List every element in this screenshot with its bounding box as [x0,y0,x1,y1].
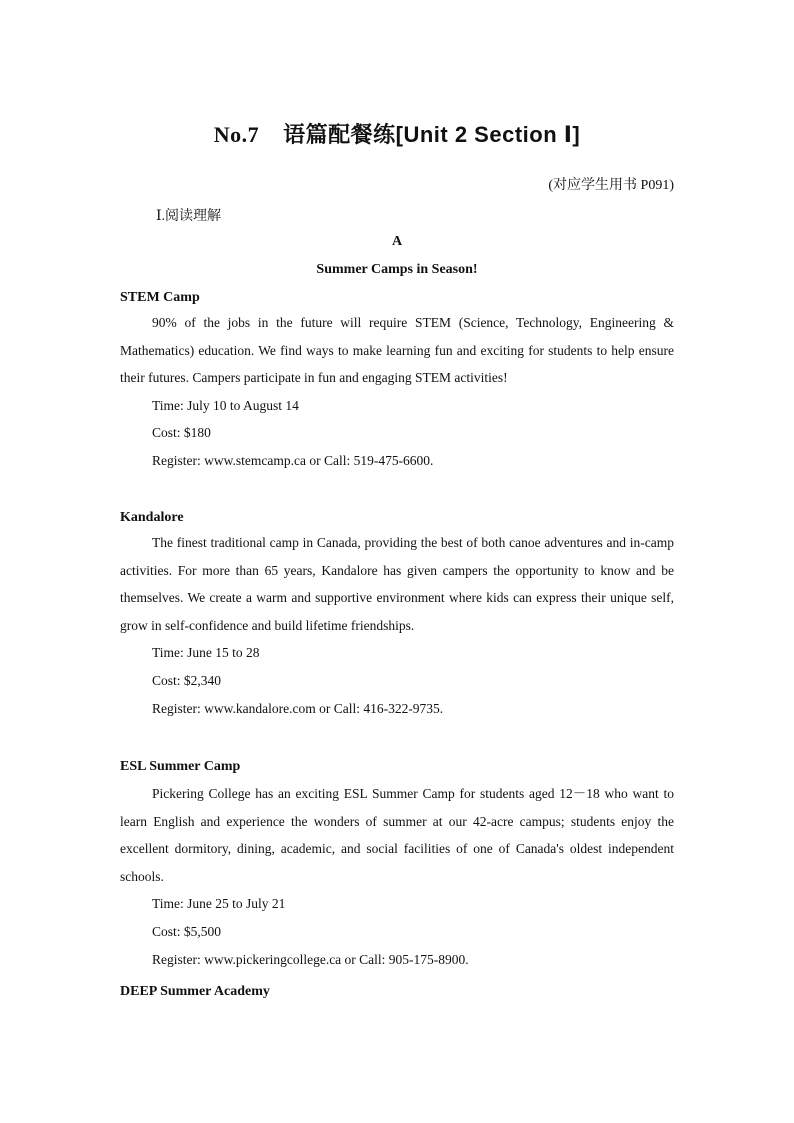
book-reference: (对应学生用书 P091) [548,178,674,193]
camp-time: Time: July 10 to August 14 [152,397,299,413]
camp-register: Register: www.kandalore.com or Call: 416-322-9735. [152,700,444,716]
camp-time: Time: June 15 to 28 [152,645,260,661]
camp-register: Register: www.stemcamp.ca or Call: 519-475-6600. [152,452,434,468]
page-title [120,118,674,149]
camp-cost: Cost: $180 [152,425,211,441]
title-chinese: 语篇配餐练 [283,122,396,147]
camp-esl [120,759,674,973]
camp-heading: ESL Summer Camp [120,759,241,774]
camp-heading: Kandalore [120,510,184,525]
camp-heading-deep: DEEP Summer Academy [120,984,270,999]
passage-title: Summer Camps in Season! [316,262,478,277]
title-number: No.7 [213,122,260,147]
camp-cost: Cost: $5,500 [152,923,222,939]
title-unit: [Unit 2 Section Ⅰ] [395,122,581,147]
camp-description: The finest traditional camp in Canada, providing the best of both canoe adventures and in-camp activities. For more than 65 years, Kandalore has given campers the opportunity to know and be themselves. We create a warm and supportive environment where kids can express their unique self, grow in self-confidence and build lifetime friendships. [120,535,674,633]
camp-kandalore [120,510,674,722]
camp-register: Register: www.pickeringcollege.ca or Call: 905-175-8900. [152,951,469,967]
camp-stem [120,290,674,475]
camp-description: Pickering College has an exciting ESL Summer Camp for students aged 12－18 who want to learn English and experience the wonders of summer at our 42-acre campus; students enjoy the excellent dormitory, dining, academic, and social facilities of one of Canada's oldest independent schools. [120,786,674,884]
passage-letter: A [391,234,403,249]
camp-heading: STEM Camp [120,290,200,305]
camp-time: Time: June 25 to July 21 [152,896,286,912]
section-label: Ⅰ.阅读理解 [156,209,222,224]
camp-cost: Cost: $2,340 [152,672,222,688]
camp-description: 90% of the jobs in the future will require STEM (Science, Technology, Engineering & Mathematics) education. We find ways to make learning fun and exciting for students to help ensure their futures. Campers participate in fun and engaging STEM activities! [120,315,674,386]
